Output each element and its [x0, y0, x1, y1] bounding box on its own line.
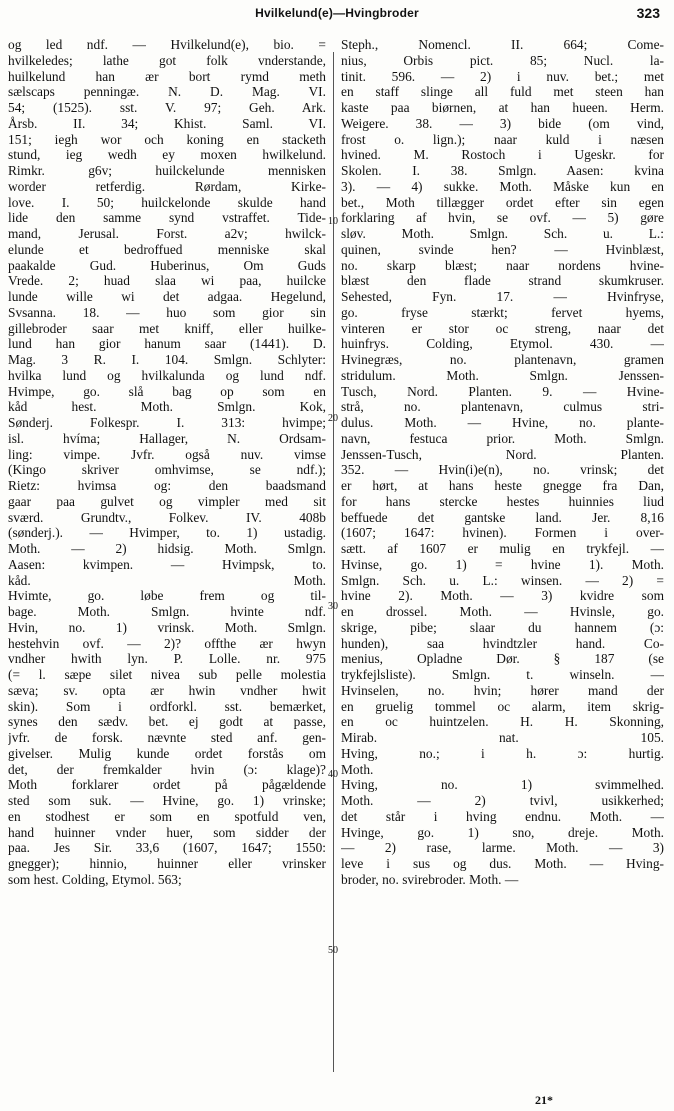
text-line: vinteren er stor oc streng, naar det	[341, 320, 664, 336]
text-line: Hving, no. 1) svimmelhed.	[341, 777, 664, 793]
text-line: hestehvin ovf. — 2)? offthe ær hwyn	[8, 635, 326, 651]
text-line: sætt. af 1607 er mulig en trykfejl. —	[341, 541, 664, 556]
text-line: (1607; 1647: hvinen). Formen i over-	[341, 525, 664, 541]
column-divider	[333, 52, 334, 1072]
line-number: 40	[328, 769, 338, 780]
text-line: Steph., Nomencl. II. 664; Come-	[341, 37, 664, 52]
text-line: Rimkr. g6v; huilckelunde mennisken	[8, 163, 326, 178]
text-line: 3). — 4) sukke. Moth. Måske kun en	[341, 178, 664, 194]
text-line: frost o. lign.); naar kuld i næsen	[341, 131, 664, 147]
text-line: jvfr. de forsk. nævnte sted anf. gen-	[8, 730, 326, 745]
text-line: hunden), saa hvindtzler hand. Co-	[341, 635, 664, 651]
text-line: isl. hvíma; Hallager, N. Ordsam-	[8, 430, 326, 446]
text-line: nius, Orbis pict. 85; Nucl. la-	[341, 52, 664, 68]
page-header	[0, 0, 674, 30]
text-line: Tusch, Nord. Planten. 9. — Hvine-	[341, 383, 664, 399]
left-column	[8, 37, 326, 1087]
text-line: hvilka lund og hvilkalunda og lund ndf.	[8, 367, 326, 383]
text-line: quinen, svinde hen? — Hvinblæst,	[341, 241, 664, 257]
text-line: skrige, pibe; slaar du hannem (ɔ:	[341, 619, 664, 635]
text-line: Svsanna. 18. — huo som gior sin	[8, 304, 326, 320]
text-line: en stodhest er som en spotfuld ven,	[8, 808, 326, 824]
text-line: broder, no. svirebroder. Moth. —	[341, 871, 519, 887]
text-line: Hving, no.; i h. ɔ: hurtig.	[341, 745, 664, 761]
text-line: (= l. sæpe silet nivea sub pelle molestia	[8, 667, 326, 682]
text-line: hand huinner vnder huer, som sidder der	[8, 824, 326, 840]
text-line: Hvinselen, no. hvin; hører mand der	[341, 682, 664, 698]
text-line: lund han gior hanum saar (1441). D.	[8, 336, 326, 352]
text-line: Moth. — 2) tvivl, usikkerhed;	[341, 793, 664, 808]
text-line: er hørt, at hans heste gnegge fra Dan,	[341, 478, 664, 493]
text-line: huinfrys. Colding, Etymol. 430. —	[341, 336, 664, 352]
text-line: en oc huintzelen. H. H. Skonning,	[341, 714, 664, 730]
text-line: huilkelund han ær bort rymd meth	[8, 68, 326, 84]
running-head: Hvilkelund(e)—Hvingbroder	[255, 6, 419, 20]
line-number: 30	[328, 601, 338, 612]
text-line: det står i hving endnu. Moth. —	[341, 808, 664, 824]
text-line: Vrede. 2; huad slaa wi paa, huilcke	[8, 273, 326, 289]
text-line: Mag. 3 R. I. 104. Smlgn. Schlyter:	[8, 352, 326, 367]
text-line: givelser. Mulig kunde ordet forstås om	[8, 745, 326, 761]
text-line: kåd. Moth.	[8, 572, 326, 588]
text-line: vndher hwith lyn. P. Lolle. nr. 975	[8, 651, 326, 667]
text-line: Hvimpe, go. slå bag op som en	[8, 383, 326, 399]
text-line: Sehested, Fyn. 17. — Hvinfryse,	[341, 289, 664, 304]
text-line: dulus. Moth. — Hvine, no. plante-	[341, 415, 664, 430]
text-line: paa. Jes Sir. 33,6 (1607, 1647; 1550:	[8, 840, 326, 856]
text-line: lunde wille wi det adgaa. Hegelund,	[8, 289, 326, 304]
page-number: 323	[636, 5, 660, 21]
text-line: en staff slinge all fuld met steen han	[341, 84, 664, 100]
text-line: forklaring af hvin, se ovf. — 5) gøre	[341, 210, 664, 226]
text-line: Sønderj. Folkespr. I. 313: hvimpe;	[8, 415, 326, 430]
text-line: beffuede det gantske land. Jer. 8,16	[341, 509, 664, 525]
right-column	[341, 37, 664, 1087]
text-line: hvined. M. Rostoch i Ugeskr. for	[341, 147, 664, 163]
text-line: blæst den flade strand skumkruser.	[341, 273, 664, 289]
text-line: hvilkeledes; lathe got folk vnderstande,	[8, 52, 326, 68]
text-line: lide den samme synd vstraffet. Tide-	[8, 210, 326, 226]
text-line: Hvinegræs, no. plantenavn, gramen	[341, 352, 664, 367]
text-line: elunde et bedroffued menniske skal	[8, 241, 326, 257]
text-line: som hest. Colding, Etymol. 563;	[8, 871, 182, 887]
text-line: Aasen: kvimpen. — Hvimpsk, to.	[8, 556, 326, 572]
text-line: Moth forklarer ordet på pågældende	[8, 777, 326, 793]
line-number: 10	[328, 216, 338, 227]
text-line: no. skarp blæst; naar nordens hvine-	[341, 257, 664, 273]
text-line: (Kingo skriver omhvimse, se ndf.);	[8, 462, 326, 478]
text-line: menius, Opladne Dør. § 187 (se	[341, 651, 664, 667]
text-line: ling: vimpe. Jvfr. også nuv. vimse	[8, 446, 326, 462]
text-line: for hans stercke hestes huinnies liud	[341, 493, 664, 509]
text-line: stridulum. Moth. Smlgn. Jenssen-	[341, 367, 664, 383]
text-line: sælscaps penningæ. N. D. Mag. VI.	[8, 84, 326, 100]
text-line: Hvinse, go. 1) = hvine 1). Moth.	[341, 556, 664, 572]
text-line: gaar paa gulvet og vimpler med sit	[8, 493, 326, 509]
text-line: Hvimte, go. løbe frem og til-	[8, 588, 326, 604]
text-line: Smlgn. Sch. u. L.: winsen. — 2) =	[341, 572, 664, 588]
text-line: en drossel. Moth. — Hvinsle, go.	[341, 604, 664, 619]
text-line: strå, no. plantenavn, culmus stri-	[341, 399, 664, 415]
line-number: 50	[328, 945, 338, 956]
text-line: sværd. Grundtv., Folkev. IV. 408b	[8, 509, 326, 525]
text-line: — 2) rase, larme. Moth. — 3)	[341, 840, 664, 856]
text-line: Årsb. II. 34; Khist. Saml. VI.	[8, 115, 326, 131]
text-line: Hvin, no. 1) vrinsk. Moth. Smlgn.	[8, 619, 326, 635]
text-line: Jenssen-Tusch, Nord. Planten.	[341, 446, 664, 462]
text-line: 54; (1525). sst. V. 97; Geh. Ark.	[8, 100, 326, 115]
text-line: og led ndf. — Hvilkelund(e), bio. =	[8, 37, 326, 52]
text-line: love. I. 50; huilckelonde skulde hand	[8, 194, 326, 210]
text-line: Moth.	[341, 761, 374, 777]
text-line: mand, Jerusal. Forst. a2v; hwilck-	[8, 226, 326, 241]
text-line: Moth. — 2) hidsig. Moth. Smlgn.	[8, 541, 326, 556]
line-number: 20	[328, 413, 338, 424]
text-line: hvine 2). Moth. — 3) kvidre som	[341, 588, 664, 604]
text-line: gillebroder saar met kniff, eller huilke-	[8, 320, 326, 336]
text-line: Skolen. I. 38. Smlgn. Aasen: kvina	[341, 163, 664, 178]
text-line: sted som suk. — Hvine, go. 1) vrinske;	[8, 793, 326, 808]
text-line: det, der fremkalder hvin (ɔ: klage)?	[8, 761, 326, 777]
text-line: Weigere. 38. — 3) bide (om vind,	[341, 115, 664, 131]
text-line: bage. Moth. Smlgn. hvinte ndf.	[8, 604, 326, 619]
text-line: Rietz: hvimsa og: den baadsmand	[8, 478, 326, 493]
text-line: worder retferdig. Rørdam, Kirke-	[8, 178, 326, 194]
text-line: sæva; sv. opta ær hwin vndher hwit	[8, 682, 326, 698]
text-line: synes den sædv. bet. ej godt at passe,	[8, 714, 326, 730]
text-line: skin). Som i ordforkl. sst. bemærket,	[8, 698, 326, 714]
text-line: gnegger); hinnio, huinner eller vrinsker	[8, 856, 326, 871]
text-line: navn, festuca prior. Moth. Smlgn.	[341, 430, 664, 446]
signature-mark: 21*	[535, 1093, 553, 1107]
text-line: Mirab. nat. 105.	[341, 730, 664, 745]
text-line: sløv. Moth. Smlgn. Sch. u. L.:	[341, 226, 664, 241]
text-line: 151; iegh wor och koning en stacketh	[8, 131, 326, 147]
text-line: 352. — Hvin(i)e(n), no. vrinsk; det	[341, 462, 664, 478]
text-line: go. fryse stærkt; fervet hyems,	[341, 304, 664, 320]
text-line: trykfejlsliste). Smlgn. t. winseln. —	[341, 667, 664, 682]
text-line: Hvinge, go. 1) sno, dreje. Moth.	[341, 824, 664, 840]
text-line: (sønderj.). — Hvimper, to. 1) ustadig.	[8, 525, 326, 541]
text-line: tinit. 596. — 2) i nuv. bet.; met	[341, 68, 664, 84]
text-line: kåd hest. Moth. Smlgn. Kok,	[8, 399, 326, 415]
text-line: stund, ieg wedh ey moxen hwilkelund.	[8, 147, 326, 163]
text-line: en gruelig tommel oc alarm, item skrig-	[341, 698, 664, 714]
text-line: kaste paa biørnen, at han hueen. Herm.	[341, 100, 664, 115]
text-line: bet., Moth tillægger ordet efter sin egen	[341, 194, 664, 210]
text-line: leve i sus og dus. Moth. — Hving-	[341, 856, 664, 871]
text-line: paakalde Gud. Huberinus, Om Guds	[8, 257, 326, 273]
